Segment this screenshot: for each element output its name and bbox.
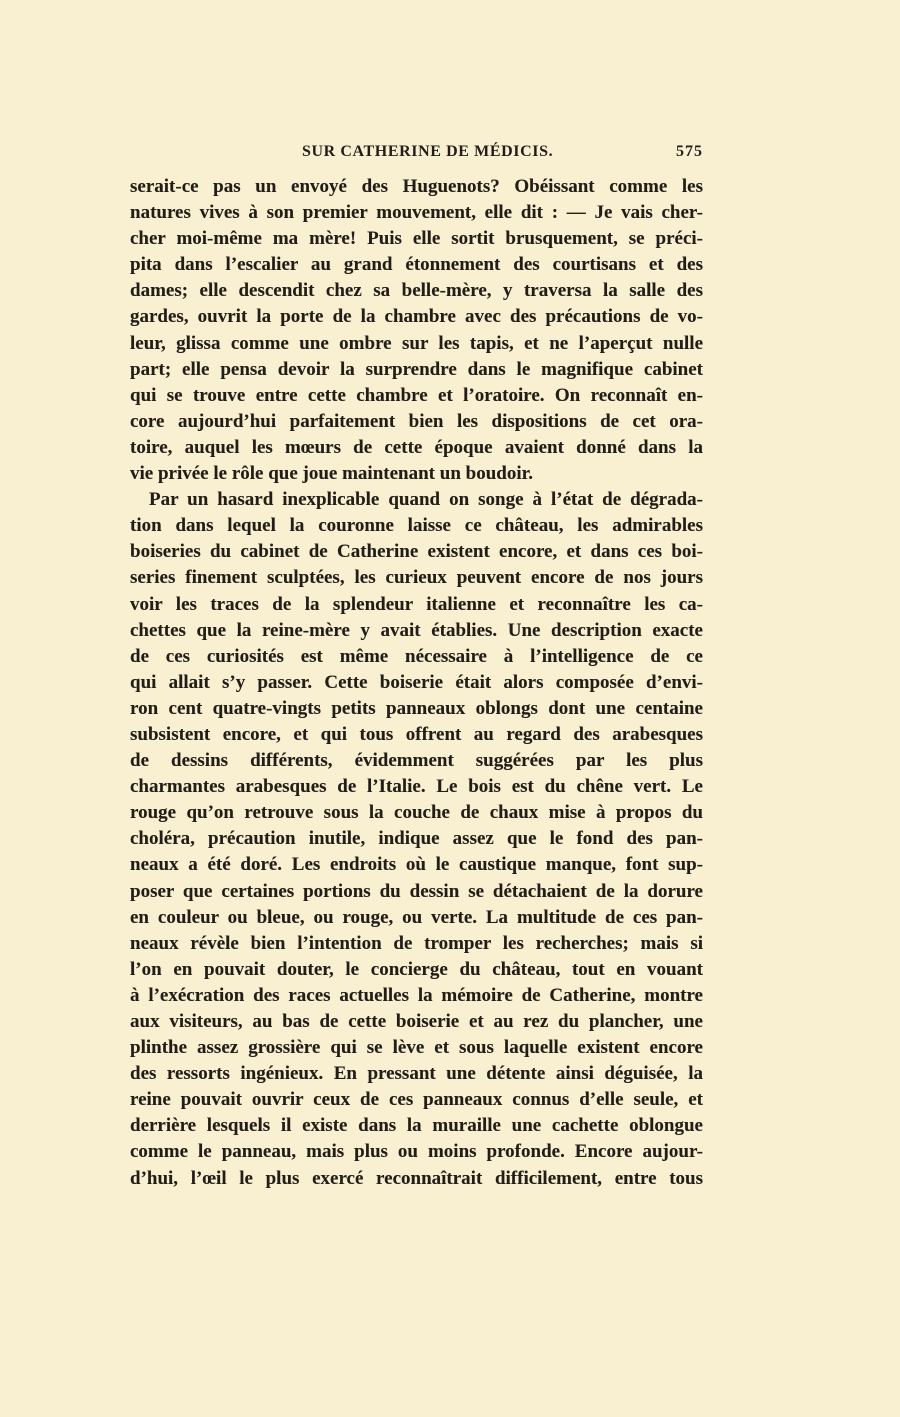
text-line: reine pouvait ouvrir ceux de ces panneaux connus d’elle seule, et	[130, 1089, 703, 1111]
text-line: aux visiteurs, au bas de cette boiserie et au rez du plancher, une	[130, 1011, 703, 1032]
text-line: pita dans l’escalier au grand étonnement des courtisans et des	[130, 254, 703, 276]
text-line: boiseries du cabinet de Catherine existent encore, et dans ces boi-	[130, 541, 703, 563]
text-line: series finement sculptées, les curieux peuvent encore de nos jours	[130, 567, 703, 589]
text-line: tion dans lequel la couronne laisse ce château, les admirables	[130, 515, 703, 537]
text-line: de dessins différents, évidemment suggérées par les plus	[130, 750, 703, 772]
text-line: ron cent quatre-vingts petits panneaux oblongs dont une centaine	[130, 697, 703, 719]
text-line: en couleur ou bleue, ou rouge, ou verte. La multitude de ces pan-	[130, 906, 703, 928]
text-line: qui se trouve entre cette chambre et l’oratoire. On reconnaît en-	[130, 384, 703, 406]
text-line: part; elle pensa devoir la surprendre dans le magnifique cabinet	[130, 358, 703, 380]
text-line: choléra, précaution inutile, indique assez que le fond des pan-	[130, 828, 703, 850]
text-line: l’on en pouvait douter, le concierge du château, tout en vouant	[130, 958, 703, 980]
text-line: à l’exécration des races actuelles la mémoire de Catherine, montre	[130, 984, 703, 1006]
text-line: chettes que la reine-mère y avait établies. Une description exacte	[130, 619, 703, 641]
text-line: dames; elle descendit chez sa belle-mère, y traversa la salle des	[130, 280, 703, 302]
text-line: rouge qu’on retrouve sous la couche de chaux mise à propos du	[130, 802, 703, 824]
text-line: neaux a été doré. Les endroits où le caustique manque, font sup-	[130, 854, 703, 876]
text-line: leur, glissa comme une ombre sur les tapis, et ne l’aperçut nulle	[130, 332, 703, 354]
page-header	[130, 143, 703, 169]
text-line: toire, auquel les mœurs de cette époque avaient donné dans la	[130, 436, 703, 458]
text-line: d’hui, l’œil le plus exercé reconnaîtrait difficilement, entre tous	[130, 1167, 703, 1189]
text-line: serait-ce pas un envoyé des Huguenots? Obéissant comme les	[130, 176, 703, 197]
text-line: cher moi-même ma mère! Puis elle sortit brusquement, se préci-	[130, 228, 703, 250]
body-text	[130, 174, 703, 1192]
text-line: core aujourd’hui parfaitement bien les dispositions de cet ora-	[130, 410, 703, 432]
text-line: poser que certaines portions du dessin se détachaient de la dorure	[130, 880, 703, 902]
text-line: voir les traces de la splendeur italienne et reconnaître les ca-	[130, 593, 703, 615]
text-line: qui allait s’y passer. Cette boiserie était alors composée d’envi-	[130, 671, 703, 693]
text-line: des ressorts ingénieux. En pressant une détente ainsi déguisée, la	[130, 1063, 703, 1085]
text-line: Par un hasard inexplicable quand on songe à l’état de dégrada-	[149, 489, 703, 511]
running-title: SUR CATHERINE DE MÉDICIS.	[302, 143, 554, 160]
text-line: plinthe assez grossière qui se lève et sous laquelle existent encore	[130, 1037, 703, 1059]
text-line: subsistent encore, et qui tous offrent au regard des arabesques	[130, 723, 703, 745]
paragraph	[130, 487, 703, 1192]
text-line: comme le panneau, mais plus ou moins profonde. Encore aujour-	[130, 1141, 703, 1163]
text-line: gardes, ouvrit la porte de la chambre avec des précautions de vo-	[130, 306, 703, 328]
paragraph	[130, 174, 703, 487]
text-line: vie privée le rôle que joue maintenant un boudoir.	[130, 463, 534, 485]
page-number: 575	[676, 143, 703, 160]
text-line: de ces curiosités est même nécessaire à l’intelligence de ce	[130, 645, 703, 667]
text-line: natures vives à son premier mouvement, elle dit : — Je vais cher-	[130, 202, 703, 224]
text-line: neaux révèle bien l’intention de tromper les recherches; mais si	[130, 932, 703, 954]
text-line: derrière lesquels il existe dans la muraille une cachette oblongue	[130, 1115, 703, 1137]
text-line: charmantes arabesques de l’Italie. Le bois est du chêne vert. Le	[130, 776, 703, 798]
